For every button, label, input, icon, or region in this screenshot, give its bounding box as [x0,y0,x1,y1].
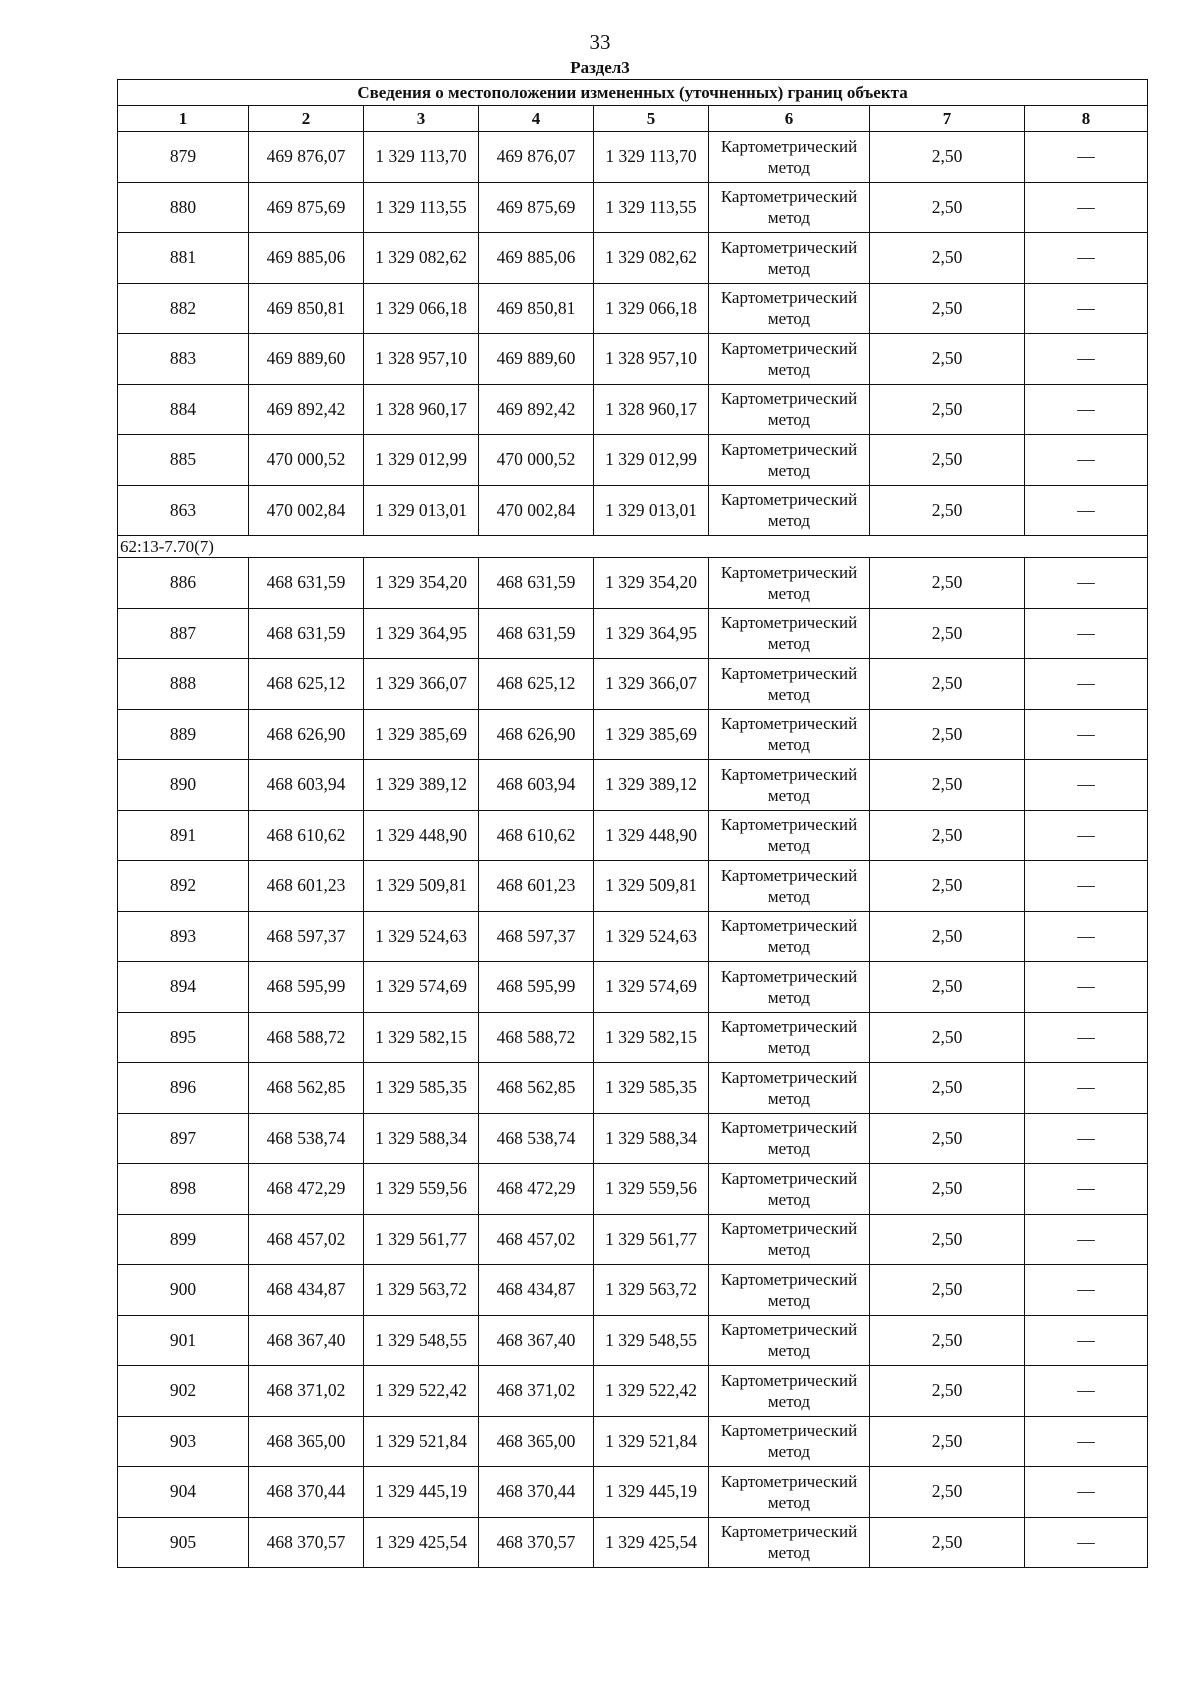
x-new-coordinate-cell: 469 875,69 [479,182,594,233]
x-new-coordinate-cell: 468 588,72 [479,1012,594,1063]
accuracy-cell: 2,50 [870,1164,1025,1215]
note-cell: — [1025,1012,1148,1063]
x-new-coordinate-cell: 468 472,29 [479,1164,594,1215]
note-cell: — [1025,608,1148,659]
method-cell: Картометрический метод [709,1214,870,1265]
point-number-cell: 898 [118,1164,249,1215]
x-coordinate-cell: 470 000,52 [249,435,364,486]
method-cell: Картометрический метод [709,435,870,486]
accuracy-cell: 2,50 [870,1063,1025,1114]
y-coordinate-cell: 1 328 960,17 [364,384,479,435]
column-number-row [118,106,1148,132]
y-coordinate-cell: 1 329 082,62 [364,233,479,284]
method-cell: Картометрический метод [709,1164,870,1215]
note-cell: — [1025,1467,1148,1518]
page-number: 33 [589,30,611,54]
point-number-cell: 901 [118,1315,249,1366]
y-new-coordinate-cell: 1 329 354,20 [594,558,709,609]
y-coordinate-cell: 1 329 548,55 [364,1315,479,1366]
table-row [118,334,1148,385]
table-row [118,435,1148,486]
method-cell: Картометрический метод [709,132,870,183]
table-row [118,1416,1148,1467]
y-new-coordinate-cell: 1 329 364,95 [594,608,709,659]
table-row [118,911,1148,962]
y-coordinate-cell: 1 329 585,35 [364,1063,479,1114]
x-coordinate-cell: 468 625,12 [249,659,364,710]
x-coordinate-cell: 468 538,74 [249,1113,364,1164]
x-new-coordinate-cell: 470 000,52 [479,435,594,486]
y-coordinate-cell: 1 329 561,77 [364,1214,479,1265]
accuracy-cell: 2,50 [870,1012,1025,1063]
accuracy-cell: 2,50 [870,1366,1025,1417]
point-number-cell: 904 [118,1467,249,1518]
table-row [118,760,1148,811]
y-coordinate-cell: 1 329 385,69 [364,709,479,760]
point-number-cell: 891 [118,810,249,861]
y-new-coordinate-cell: 1 329 013,01 [594,485,709,536]
y-new-coordinate-cell: 1 329 509,81 [594,861,709,912]
method-cell: Картометрический метод [709,1366,870,1417]
note-cell: — [1025,1214,1148,1265]
table-row [118,233,1148,284]
accuracy-cell: 2,50 [870,810,1025,861]
y-new-coordinate-cell: 1 328 957,10 [594,334,709,385]
method-cell: Картометрический метод [709,1063,870,1114]
accuracy-cell: 2,50 [870,608,1025,659]
y-new-coordinate-cell: 1 329 366,07 [594,659,709,710]
note-cell: — [1025,1416,1148,1467]
x-coordinate-cell: 468 367,40 [249,1315,364,1366]
table-row [118,962,1148,1013]
y-coordinate-cell: 1 329 559,56 [364,1164,479,1215]
accuracy-cell: 2,50 [870,861,1025,912]
table-row [118,283,1148,334]
x-coordinate-cell: 468 603,94 [249,760,364,811]
table-row [118,861,1148,912]
point-number-cell: 863 [118,485,249,536]
y-coordinate-cell: 1 329 013,01 [364,485,479,536]
method-cell: Картометрический метод [709,1416,870,1467]
note-cell: — [1025,558,1148,609]
column-number-header: 7 [870,106,1025,132]
point-number-cell: 889 [118,709,249,760]
point-number-cell: 887 [118,608,249,659]
accuracy-cell: 2,50 [870,1315,1025,1366]
method-cell: Картометрический метод [709,1265,870,1316]
x-coordinate-cell: 468 472,29 [249,1164,364,1215]
method-cell: Картометрический метод [709,911,870,962]
y-coordinate-cell: 1 329 588,34 [364,1113,479,1164]
x-new-coordinate-cell: 468 610,62 [479,810,594,861]
x-new-coordinate-cell: 468 631,59 [479,608,594,659]
table-row [118,1467,1148,1518]
y-new-coordinate-cell: 1 329 082,62 [594,233,709,284]
x-new-coordinate-cell: 469 885,06 [479,233,594,284]
method-cell: Картометрический метод [709,608,870,659]
note-cell: — [1025,760,1148,811]
note-cell: — [1025,283,1148,334]
x-new-coordinate-cell: 468 538,74 [479,1113,594,1164]
y-new-coordinate-cell: 1 329 012,99 [594,435,709,486]
x-coordinate-cell: 468 457,02 [249,1214,364,1265]
x-coordinate-cell: 468 434,87 [249,1265,364,1316]
y-new-coordinate-cell: 1 329 588,34 [594,1113,709,1164]
method-cell: Картометрический метод [709,283,870,334]
note-cell: — [1025,1113,1148,1164]
accuracy-cell: 2,50 [870,485,1025,536]
table-row [118,1012,1148,1063]
y-coordinate-cell: 1 329 445,19 [364,1467,479,1518]
y-coordinate-cell: 1 329 509,81 [364,861,479,912]
point-number-cell: 897 [118,1113,249,1164]
method-cell: Картометрический метод [709,384,870,435]
y-new-coordinate-cell: 1 329 561,77 [594,1214,709,1265]
accuracy-cell: 2,50 [870,1113,1025,1164]
y-new-coordinate-cell: 1 329 585,35 [594,1063,709,1114]
point-number-cell: 900 [118,1265,249,1316]
column-number-header: 2 [249,106,364,132]
x-coordinate-cell: 468 595,99 [249,962,364,1013]
group-row [118,536,1148,558]
column-number-header: 5 [594,106,709,132]
x-coordinate-cell: 469 876,07 [249,132,364,183]
x-new-coordinate-cell: 468 603,94 [479,760,594,811]
y-coordinate-cell: 1 329 522,42 [364,1366,479,1417]
accuracy-cell: 2,50 [870,558,1025,609]
table-row [118,659,1148,710]
column-number-header: 8 [1025,106,1148,132]
note-cell: — [1025,861,1148,912]
y-coordinate-cell: 1 329 364,95 [364,608,479,659]
y-coordinate-cell: 1 329 012,99 [364,435,479,486]
x-coordinate-cell: 469 889,60 [249,334,364,385]
table-row [118,810,1148,861]
point-number-cell: 881 [118,233,249,284]
y-new-coordinate-cell: 1 329 385,69 [594,709,709,760]
y-new-coordinate-cell: 1 328 960,17 [594,384,709,435]
x-new-coordinate-cell: 469 850,81 [479,283,594,334]
y-coordinate-cell: 1 329 354,20 [364,558,479,609]
method-cell: Картометрический метод [709,1315,870,1366]
note-cell: — [1025,132,1148,183]
point-number-cell: 894 [118,962,249,1013]
note-cell: — [1025,384,1148,435]
method-cell: Картометрический метод [709,709,870,760]
accuracy-cell: 2,50 [870,1517,1025,1568]
accuracy-cell: 2,50 [870,1265,1025,1316]
y-coordinate-cell: 1 329 448,90 [364,810,479,861]
point-number-cell: 880 [118,182,249,233]
x-new-coordinate-cell: 468 367,40 [479,1315,594,1366]
y-coordinate-cell: 1 329 563,72 [364,1265,479,1316]
y-coordinate-cell: 1 328 957,10 [364,334,479,385]
x-new-coordinate-cell: 468 625,12 [479,659,594,710]
y-new-coordinate-cell: 1 329 574,69 [594,962,709,1013]
y-new-coordinate-cell: 1 329 113,70 [594,132,709,183]
x-new-coordinate-cell: 468 370,57 [479,1517,594,1568]
x-new-coordinate-cell: 468 457,02 [479,1214,594,1265]
accuracy-cell: 2,50 [870,283,1025,334]
x-new-coordinate-cell: 470 002,84 [479,485,594,536]
accuracy-cell: 2,50 [870,659,1025,710]
method-cell: Картометрический метод [709,182,870,233]
column-number-header: 3 [364,106,479,132]
accuracy-cell: 2,50 [870,233,1025,284]
x-coordinate-cell: 468 601,23 [249,861,364,912]
table-row [118,1366,1148,1417]
method-cell: Картометрический метод [709,1517,870,1568]
note-cell: — [1025,962,1148,1013]
point-number-cell: 879 [118,132,249,183]
table-body-before-group [118,132,1148,536]
table-row [118,485,1148,536]
point-number-cell: 885 [118,435,249,486]
note-cell: — [1025,1164,1148,1215]
point-number-cell: 890 [118,760,249,811]
y-coordinate-cell: 1 329 425,54 [364,1517,479,1568]
table-row [118,1315,1148,1366]
note-cell: — [1025,709,1148,760]
x-new-coordinate-cell: 469 892,42 [479,384,594,435]
note-cell: — [1025,334,1148,385]
x-new-coordinate-cell: 468 434,87 [479,1265,594,1316]
y-new-coordinate-cell: 1 329 389,12 [594,760,709,811]
accuracy-cell: 2,50 [870,384,1025,435]
x-coordinate-cell: 469 892,42 [249,384,364,435]
method-cell: Картометрический метод [709,810,870,861]
y-new-coordinate-cell: 1 329 548,55 [594,1315,709,1366]
x-new-coordinate-cell: 468 595,99 [479,962,594,1013]
method-cell: Картометрический метод [709,558,870,609]
y-coordinate-cell: 1 329 582,15 [364,1012,479,1063]
coordinates-table [117,79,1148,1568]
table-row [118,1265,1148,1316]
note-cell: — [1025,1265,1148,1316]
table-row [118,182,1148,233]
accuracy-cell: 2,50 [870,760,1025,811]
x-coordinate-cell: 468 562,85 [249,1063,364,1114]
method-cell: Картометрический метод [709,861,870,912]
point-number-cell: 882 [118,283,249,334]
column-number-header: 1 [118,106,249,132]
table-row [118,1164,1148,1215]
x-new-coordinate-cell: 468 601,23 [479,861,594,912]
x-coordinate-cell: 468 588,72 [249,1012,364,1063]
table-body-after-group [118,558,1148,1568]
y-coordinate-cell: 1 329 066,18 [364,283,479,334]
note-cell: — [1025,1366,1148,1417]
point-number-cell: 899 [118,1214,249,1265]
y-new-coordinate-cell: 1 329 559,56 [594,1164,709,1215]
x-coordinate-cell: 468 370,44 [249,1467,364,1518]
note-cell: — [1025,1517,1148,1568]
method-cell: Картометрический метод [709,1113,870,1164]
accuracy-cell: 2,50 [870,962,1025,1013]
x-coordinate-cell: 468 631,59 [249,558,364,609]
x-coordinate-cell: 469 885,06 [249,233,364,284]
x-new-coordinate-cell: 468 370,44 [479,1467,594,1518]
note-cell: — [1025,182,1148,233]
x-coordinate-cell: 470 002,84 [249,485,364,536]
note-cell: — [1025,485,1148,536]
method-cell: Картометрический метод [709,1467,870,1518]
accuracy-cell: 2,50 [870,1214,1025,1265]
y-new-coordinate-cell: 1 329 522,42 [594,1366,709,1417]
accuracy-cell: 2,50 [870,182,1025,233]
accuracy-cell: 2,50 [870,1416,1025,1467]
y-new-coordinate-cell: 1 329 521,84 [594,1416,709,1467]
table-row [118,1517,1148,1568]
table-row [118,132,1148,183]
y-new-coordinate-cell: 1 329 113,55 [594,182,709,233]
point-number-cell: 886 [118,558,249,609]
point-number-cell: 896 [118,1063,249,1114]
x-new-coordinate-cell: 468 365,00 [479,1416,594,1467]
x-coordinate-cell: 468 631,59 [249,608,364,659]
point-number-cell: 905 [118,1517,249,1568]
accuracy-cell: 2,50 [870,709,1025,760]
x-coordinate-cell: 468 371,02 [249,1366,364,1417]
note-cell: — [1025,659,1148,710]
table-row [118,1113,1148,1164]
y-new-coordinate-cell: 1 329 563,72 [594,1265,709,1316]
table-row [118,1063,1148,1114]
y-coordinate-cell: 1 329 389,12 [364,760,479,811]
y-new-coordinate-cell: 1 329 524,63 [594,911,709,962]
accuracy-cell: 2,50 [870,911,1025,962]
table-row [118,608,1148,659]
section-title: Раздел3 [570,58,630,77]
x-coordinate-cell: 468 370,57 [249,1517,364,1568]
method-cell: Картометрический метод [709,760,870,811]
x-new-coordinate-cell: 468 631,59 [479,558,594,609]
y-coordinate-cell: 1 329 113,70 [364,132,479,183]
y-coordinate-cell: 1 329 574,69 [364,962,479,1013]
method-cell: Картометрический метод [709,485,870,536]
table-row [118,1214,1148,1265]
note-cell: — [1025,435,1148,486]
table-row [118,558,1148,609]
x-new-coordinate-cell: 468 597,37 [479,911,594,962]
y-coordinate-cell: 1 329 366,07 [364,659,479,710]
group-section [118,536,1148,558]
x-coordinate-cell: 468 597,37 [249,911,364,962]
y-coordinate-cell: 1 329 113,55 [364,182,479,233]
x-coordinate-cell: 468 610,62 [249,810,364,861]
x-new-coordinate-cell: 468 371,02 [479,1366,594,1417]
table-title: Сведения о местоположении измененных (уточненных) границ объекта [118,80,1148,106]
x-new-coordinate-cell: 469 876,07 [479,132,594,183]
x-coordinate-cell: 468 365,00 [249,1416,364,1467]
y-new-coordinate-cell: 1 329 582,15 [594,1012,709,1063]
y-new-coordinate-cell: 1 329 448,90 [594,810,709,861]
note-cell: — [1025,810,1148,861]
column-number-header: 4 [479,106,594,132]
note-cell: — [1025,233,1148,284]
x-coordinate-cell: 468 626,90 [249,709,364,760]
point-number-cell: 883 [118,334,249,385]
point-number-cell: 903 [118,1416,249,1467]
point-number-cell: 902 [118,1366,249,1417]
method-cell: Картометрический метод [709,233,870,284]
point-number-cell: 893 [118,911,249,962]
table-row [118,384,1148,435]
note-cell: — [1025,911,1148,962]
point-number-cell: 892 [118,861,249,912]
x-coordinate-cell: 469 850,81 [249,283,364,334]
column-number-header: 6 [709,106,870,132]
x-new-coordinate-cell: 469 889,60 [479,334,594,385]
note-cell: — [1025,1315,1148,1366]
method-cell: Картометрический метод [709,334,870,385]
accuracy-cell: 2,50 [870,435,1025,486]
table-row [118,709,1148,760]
y-coordinate-cell: 1 329 524,63 [364,911,479,962]
accuracy-cell: 2,50 [870,132,1025,183]
accuracy-cell: 2,50 [870,334,1025,385]
x-new-coordinate-cell: 468 562,85 [479,1063,594,1114]
point-number-cell: 888 [118,659,249,710]
group-label: 62:13-7.70(7) [118,536,1148,558]
x-coordinate-cell: 469 875,69 [249,182,364,233]
method-cell: Картометрический метод [709,659,870,710]
note-cell: — [1025,1063,1148,1114]
table-title-row [118,80,1148,106]
method-cell: Картометрический метод [709,962,870,1013]
y-new-coordinate-cell: 1 329 066,18 [594,283,709,334]
point-number-cell: 895 [118,1012,249,1063]
method-cell: Картометрический метод [709,1012,870,1063]
y-new-coordinate-cell: 1 329 445,19 [594,1467,709,1518]
point-number-cell: 884 [118,384,249,435]
y-coordinate-cell: 1 329 521,84 [364,1416,479,1467]
accuracy-cell: 2,50 [870,1467,1025,1518]
x-new-coordinate-cell: 468 626,90 [479,709,594,760]
y-new-coordinate-cell: 1 329 425,54 [594,1517,709,1568]
